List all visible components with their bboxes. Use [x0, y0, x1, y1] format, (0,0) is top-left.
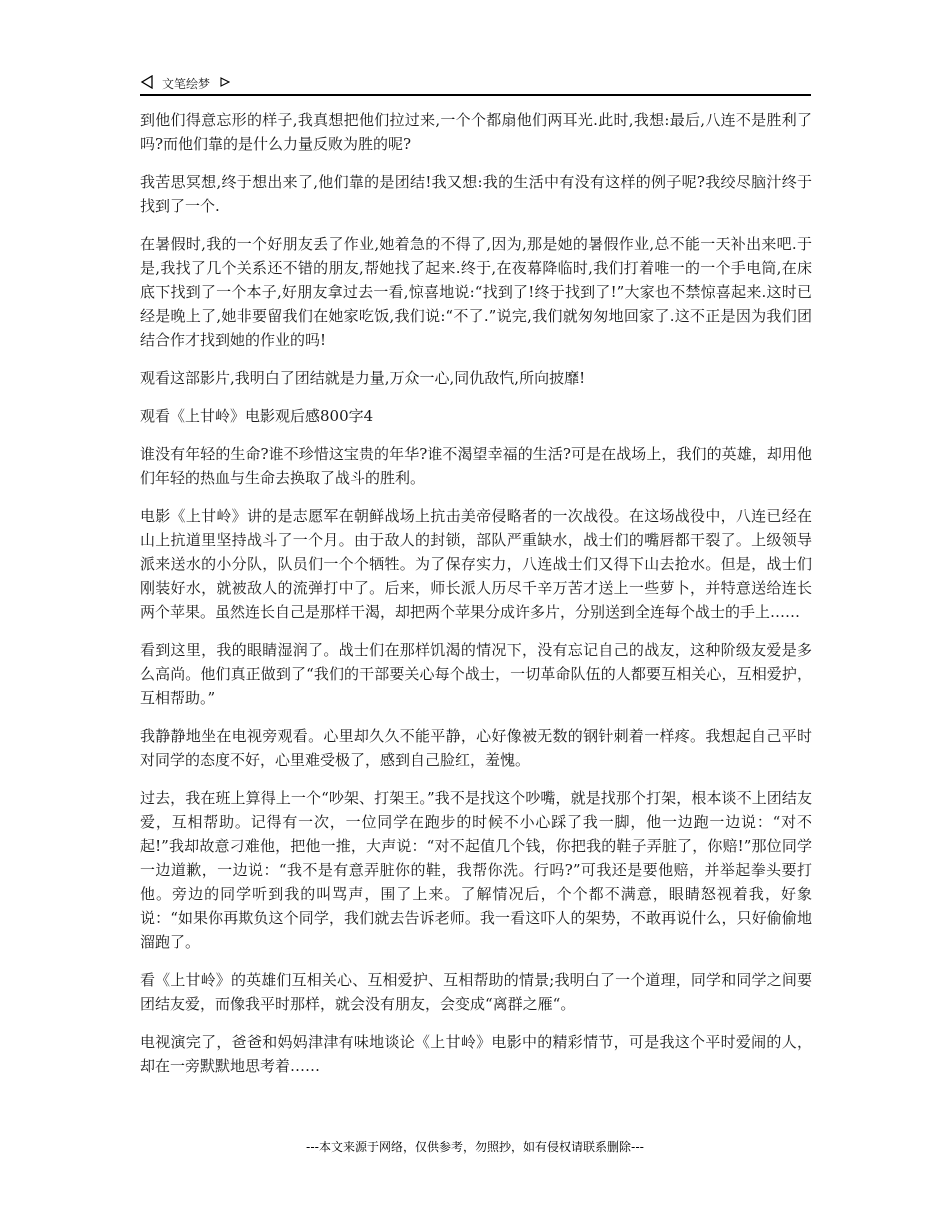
- paragraph: 过去，我在班上算得上一个“吵架、打架王。”我不是找这个吵嘴，就是找那个打架，根本谈不上团结友爱，互相帮助。记得有一次，一位同学在跑步的时候不小心踩了我一脚，他一边跑一边说：“对不起!”我却故意刁难他，把他一推，大声说：“对不起值几个钱，你把我的鞋子弄脏了，你赔!”那位同学一边道歉，一边说：“我不是有意弄脏你的鞋，我帮你洗。行吗?”可我还是要他赔，并举起拳头要打他。旁边的同学听到我的叫骂声，围了上来。了解情况后，个个都不满意，眼睛怒视着我，好象说：“如果你再欺负这个同学，我们就去告诉老师。我一看这吓人的架势，不敢再说什么，只好偷偷地溜跑了。: [140, 789, 812, 951]
- page-header: [140, 72, 811, 96]
- paragraph: 在暑假时,我的一个好朋友丢了作业,她着急的不得了,因为,那是她的暑假作业,总不能一天补出来吧.于是,我找了几个关系还不错的朋友,帮她找了起来.终于,在夜幕降临时,我们打着唯一的一个手电筒,在床底下找到了一个本子,好朋友拿过去一看,惊喜地说:“找到了!终于找到了!”大家也不禁惊喜起来.这时已经是晚上了,她非要留我们在她家吃饭,我们说:“不了.”说完,我们就匆匆地回家了.这不正是因为我们团结合作才找到她的作业的吗!: [140, 235, 812, 349]
- paragraph: 到他们得意忘形的样子,我真想把他们拉过来,一个个都扇他们两耳光.此时,我想:最后,八连不是胜利了吗?而他们靠的是什么力量反败为胜的呢?: [140, 111, 812, 153]
- paragraph: 电影《上甘岭》讲的是志愿军在朝鲜战场上抗击美帝侵略者的一次战役。在这场战役中，八连已经在山上抗道里坚持战斗了一个月。由于敌人的封锁，部队严重缺水，战士们的嘴唇都干裂了。上级领导派来送水的小分队，队员们一个个牺牲。为了保存实力，八连战士们又得下山去抢水。但是，战士们刚装好水，就被敌人的流弹打中了。后来，师长派人历尽千辛万苦才送上一些萝卜，并特意送给连长两个苹果。虽然连长自己是那样干渴，却把两个苹果分成许多片，分别送到全连每个战士的手上……: [140, 507, 812, 621]
- paragraph: 看《上甘岭》的英雄们互相关心、互相爱护、互相帮助的情景;我明白了一个道理，同学和同学之间要团结友爱，而像我平时那样，就会没有朋友，会变成“离群之雁“。: [140, 971, 812, 1013]
- paragraph: 我苦思冥想,终于想出来了,他们靠的是团结!我又想:我的生活中有没有这样的例子呢?我绞尽脑汁终于找到了一个.: [140, 173, 812, 215]
- back-icon[interactable]: [140, 75, 154, 92]
- paragraph: 观看这部影片,我明白了团结就是力量,万众一心,同仇敌忾,所向披靡!: [140, 369, 586, 387]
- header-title: 文笔绘梦: [162, 76, 211, 91]
- paragraph: 我静静地坐在电视旁观看。心里却久久不能平静，心好像被无数的钢针刺着一样疼。我想起自己平时对同学的态度不好，心里难受极了，感到自己脸红，羞愧。: [140, 727, 812, 769]
- forward-icon[interactable]: [220, 76, 230, 90]
- footer-disclaimer: ---本文来源于网络，仅供参考，勿照抄，如有侵权请联系删除---: [306, 1140, 644, 1154]
- section-title: 观看《上甘岭》电影观后感800字4: [140, 407, 374, 425]
- paragraph: 电视演完了，爸爸和妈妈津津有味地谈论《上甘岭》电影中的精彩情节，可是我这个平时爱闹的人，却在一旁默默地思考着……: [140, 1033, 812, 1075]
- paragraph: 谁没有年轻的生命?谁不珍惜这宝贵的年华?谁不渴望幸福的生活?可是在战场上，我们的英雄，却用他们年轻的热血与生命去换取了战斗的胜利。: [140, 445, 812, 487]
- article-body: [140, 108, 812, 1092]
- paragraph: 看到这里，我的眼睛湿润了。战士们在那样饥渴的情况下，没有忘记自己的战友，这种阶级友爱是多么高尚。他们真正做到了“我们的干部要关心每个战士，一切革命队伍的人都要互相关心，互相爱护，互相帮助。”: [140, 641, 812, 707]
